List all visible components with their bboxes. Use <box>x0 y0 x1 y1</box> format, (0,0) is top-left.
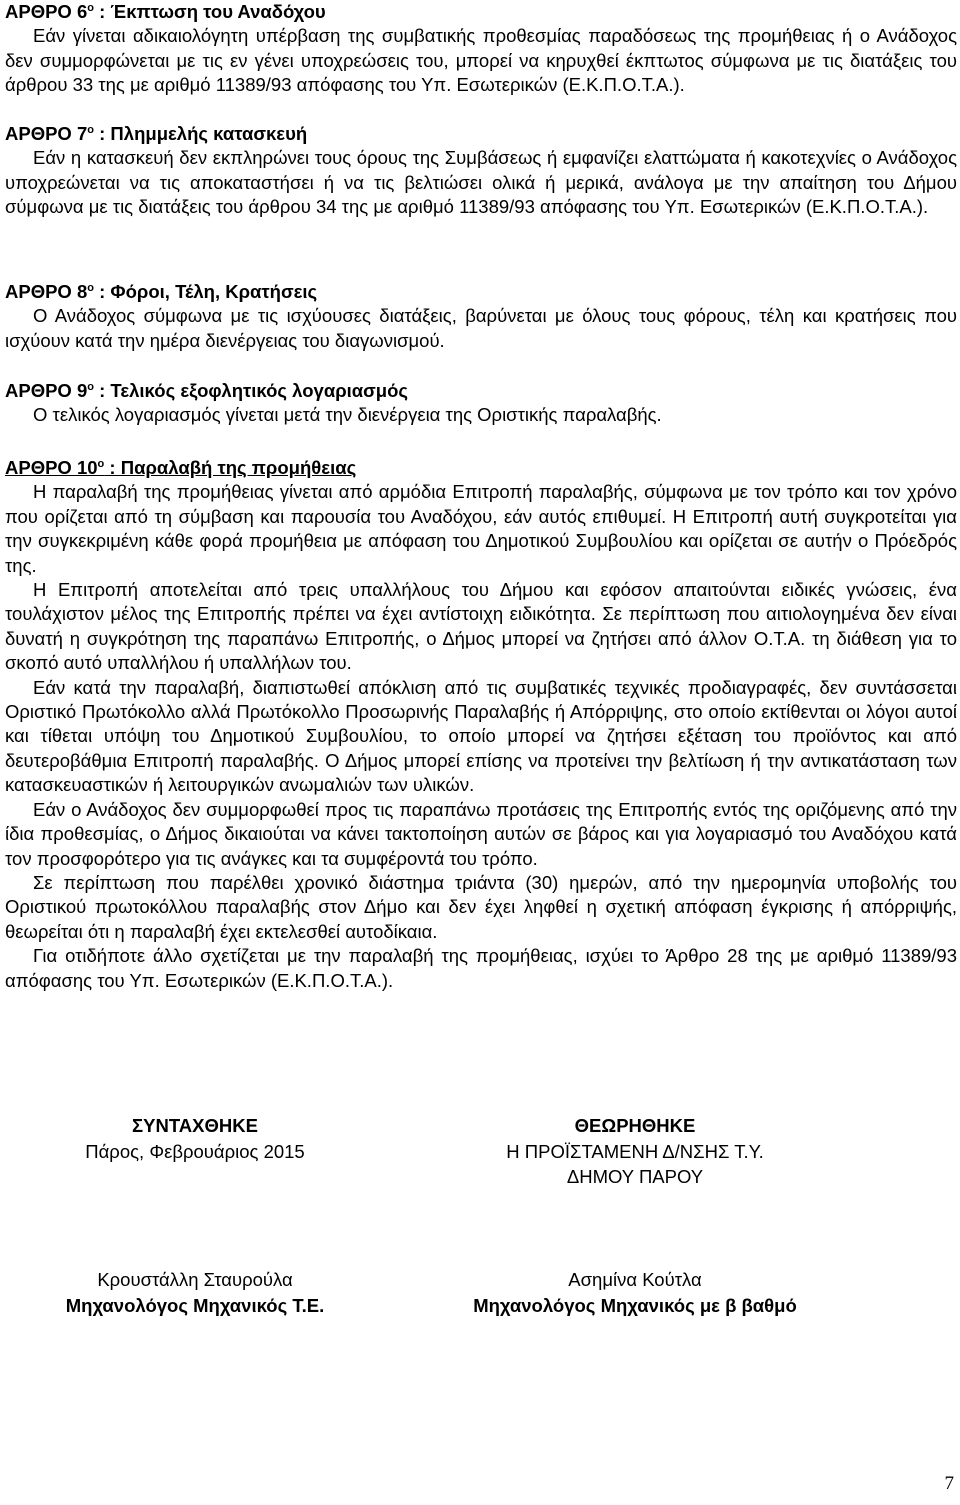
signatory-role: Μηχανολόγος Μηχανικός Τ.Ε. <box>65 1294 325 1316</box>
signature-left-name-block <box>0 1267 405 1318</box>
article-paragraph: Ο τελικός λογαριασμός γίνεται μετά την διενέργεια της Οριστικής παραλαβής. <box>33 404 662 426</box>
article-paragraph: Σε περίπτωση που παρέλθει χρονικό διάστημα τριάντα (30) ημερών, από την ημερομηνία υποβολής του Οριστικού πρωτοκόλλου παραλαβής στον Δήμο και δεν έχει ληφθεί η σχετική απόφαση έγκρισης ή απόρριψής, θεωρείται ότι η παραλαβή έχει εκτελεσθεί αυτοδίκαια. <box>5 871 957 942</box>
signature-left <box>0 1113 405 1164</box>
article-10 <box>5 456 957 993</box>
article-heading: ΑΡΘΡΟ $6^o$ : Έκπτωση του Αναδόχου <box>5 1 326 22</box>
article-paragraph: Ο Ανάδοχος σύμφωνα με τις ισχύουσες διατάξεις, βαρύνεται με όλους τους φόρους, τέλη και κρατήσεις που ισχύουν κατά την ημέρα διενέργειας του διαγωνισμού. <box>5 305 957 351</box>
article-heading: ΑΡΘΡΟ $10^o$ : Παραλαβή της προμήθειας <box>5 457 357 478</box>
article-paragraph: Η παραλαβή της προμήθειας γίνεται από αρμόδια Επιτροπή παραλαβής, σύμφωνα με τον τρόπο και τον χρόνο που ορίζεται από τη σύμβαση και παρουσία του Αναδόχου, εάν αυτός επιθυμεί. Η Επιτροπή αυτή συγκροτείται για την συγκεκριμένη κάθε φορά προμήθεια με απόφαση του Δημοτικού Συμβουλίου και ορίζεται σε αυτήν ο Πρόεδρός της. <box>5 481 957 576</box>
article-paragraph: Εάν κατά την παραλαβή, διαπιστωθεί απόκλιση από τις συμβατικές τεχνικές προδιαγραφές, δεν συντάσσεται Οριστικό Πρωτόκολλο αλλά Πρωτόκολλο Προσωρινής Παραλαβής ή Απόρριψης, στο οποίο εκτίθενται οι λόγοι αυτοί και τίθεται υπόψη του Δημοτικού Συμβουλίου, το οποίο μπορεί να ζητήσει εξέταση του προϊόντος και από δευτεροβάθμια Επιτροπή παραλαβής. Ο Δήμος μπορεί επίσης να προτείνει την βελτίωση ή την αντικατάσταση των κατασκευαστικών ή λειτουργικών ανωμαλιών των υλικών. <box>5 676 957 796</box>
signatory-name: Ασημίνα Κούτλα <box>568 1269 702 1290</box>
article-9 <box>5 379 957 428</box>
article-paragraph: Η Επιτροπή αποτελείται από τρεις υπαλλήλους του Δήμου και εφόσον απαιτούνται ειδικές γνώσεις, ένα τουλάχιστον μέλος της Επιτροπής πρέπει να έχει αντίστοιχη ειδικότητα. Σε περίπτωση που αιτιολογημένα δεν είναι δυνατή η συγκρότηση της παραπάνω Επιτροπής, ο Δήμος μπορεί να ζητήσει από άλλον Ο.Τ.Α. τη διάθεση για το σκοπό αυτό υπαλλήλου ή υπαλλήλων του. <box>5 579 957 674</box>
article-heading: ΑΡΘΡΟ $8^o$ : Φόροι, Τέλη, Κρατήσεις <box>5 281 318 302</box>
article-paragraph: Εάν ο Ανάδοχος δεν συμμορφωθεί προς τις παραπάνω προτάσεις της Επιτροπής εντός της οριζόμενης από την ίδια προθεσμίας, ο Δήμος δικαιούται να κάνει τακτοποίηση αυτών σε βάρος και για λογαριασμό του Αναδόχου κατά τον προσφορότερο για τις ανάγκες και τα συμφέροντά του τρόπο. <box>5 798 957 869</box>
signature-place-date: Πάρος, Φεβρουάριος 2015 <box>85 1140 305 1162</box>
article-paragraph: Εάν η κατασκευή δεν εκπληρώνει τους όρους της Συμβάσεως ή εμφανίζει ελαττώματα ή κακοτεχνίες ο Ανάδοχος υποχρεώνεται να τις αποκαταστήσει ή να τις βελτιώσει ολικά ή μερικά, ανάλογα με την απαίτηση του Δήμου σύμφωνα με τις διατάξεις του άρθρου 34 της με αριθμό 11389/93 απόφασης του Υπ. Εσωτερικών (Ε.Κ.Π.Ο.Τ.Α.). <box>5 147 957 218</box>
signature-right-name-block <box>425 1267 845 1318</box>
signature-position: Η ΠΡΟΪΣΤΑΜΕΝΗ Δ/ΝΣΗΣ Τ.Υ. <box>506 1140 764 1162</box>
article-7 <box>5 122 957 220</box>
signatory-role: Μηχανολόγος Μηχανικός με β βαθμό <box>473 1294 797 1316</box>
article-heading: ΑΡΘΡΟ $9^o$ : Τελικός εξοφλητικός λογαριασμός <box>5 380 409 401</box>
signature-right <box>425 1113 845 1190</box>
article-8 <box>5 280 957 353</box>
signature-heading: ΣΥΝΤΑΧΘΗΚΕ <box>132 1115 258 1136</box>
signature-heading: ΘΕΩΡΗΘΗΚΕ <box>574 1115 696 1136</box>
article-paragraph: Εάν γίνεται αδικαιολόγητη υπέρβαση της συμβατικής προθεσμίας παραδόσεως της προμήθειας ή ο Ανάδοχος δεν συμμορφώνεται με τις εν γένει υποχρεώσεις του, μπορεί να κηρυχθεί έκπτωτος σύμφωνα με τις διατάξεις του άρθρου 33 της με αριθμό 11389/93 απόφασης του Υπ. Εσωτερικών (Ε.Κ.Π.Ο.Τ.Α.). <box>5 25 957 96</box>
article-heading: ΑΡΘΡΟ $7^o$ : Πλημμελής κατασκευή <box>5 123 308 144</box>
signatory-name: Κρουστάλλη Σταυρούλα <box>97 1269 293 1290</box>
article-6 <box>5 0 957 98</box>
page-number: 7 <box>944 1473 954 1494</box>
article-paragraph: Για οτιδήποτε άλλο σχετίζεται με την παραλαβή της προμήθειας, ισχύει το Άρθρο 28 της με αριθμό 11389/93 απόφασης του Υπ. Εσωτερικών (Ε.Κ.Π.Ο.Τ.Α.). <box>5 945 957 991</box>
signature-organization: ΔΗΜΟΥ ΠΑΡΟΥ <box>566 1166 704 1187</box>
